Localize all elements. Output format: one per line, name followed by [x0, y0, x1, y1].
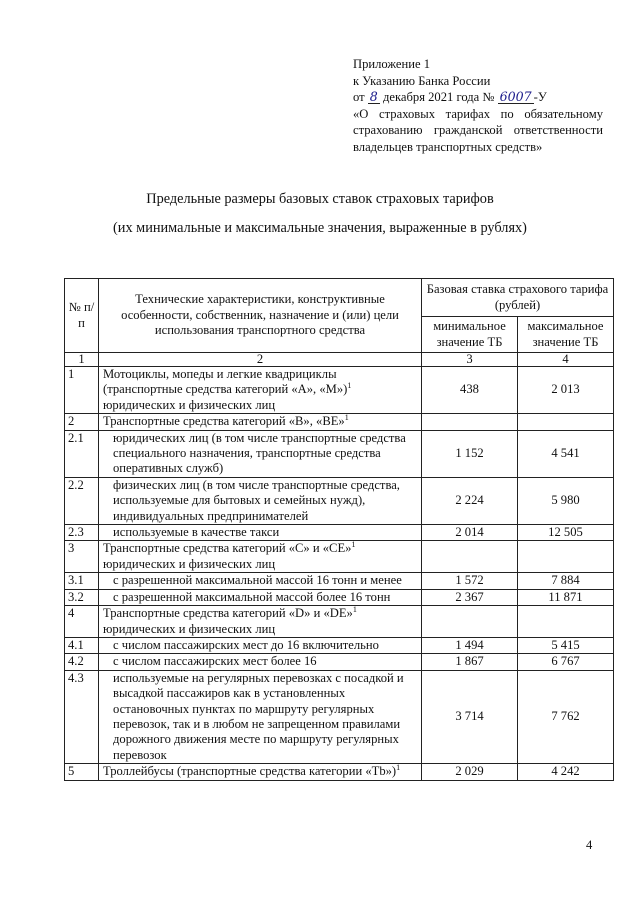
table-row — [65, 654, 614, 670]
header-num: № п/п — [65, 279, 99, 353]
row-description — [99, 670, 422, 763]
row-number: 2.2 — [65, 477, 99, 524]
row-max-value — [518, 414, 614, 430]
row-description-text: Транспортные средства категорий «C» и «CE» — [103, 541, 352, 556]
annex-line-2: к Указанию Банка России — [353, 73, 491, 88]
footnote-marker: 1 — [352, 604, 357, 614]
table-row — [65, 670, 614, 763]
row-min-value: 1 572 — [422, 573, 518, 589]
annex-line-5: страхованию гражданской ответственности — [353, 123, 603, 138]
document-subtitle: (их минимальные и максимальные значения, выраженные в рублях) — [113, 220, 527, 236]
row-description — [99, 654, 422, 670]
row-description-owner: юридических и физических лиц — [103, 621, 276, 636]
annex-date-day: 8 — [369, 89, 378, 105]
row-min-value — [422, 541, 518, 573]
row-max-value — [518, 606, 614, 638]
row-number: 4 — [65, 606, 99, 638]
row-number: 3.1 — [65, 573, 99, 589]
row-max-value: 5 980 — [518, 477, 614, 524]
row-description — [99, 414, 422, 430]
table-row — [65, 573, 614, 589]
row-number: 2.3 — [65, 525, 99, 541]
header-rate: Базовая ставка страхового тарифа (рублей) — [422, 279, 614, 317]
header-description: Технические характеристики, конструктивные особенности, собственник, назначение и (или) цели использования транспортного средства — [99, 279, 422, 353]
column-index: 3 — [422, 353, 518, 367]
annex-line-6: владельцев транспортных средств» — [353, 139, 543, 154]
row-description-text: физических лиц (в том числе транспортные средства, используемые для бытовых и семейных нужд), индивидуальных предпринимателей — [113, 477, 400, 523]
row-max-value: 2 013 — [518, 367, 614, 414]
row-description — [99, 573, 422, 589]
table-row — [65, 414, 614, 430]
row-description — [99, 541, 422, 573]
table-row — [65, 430, 614, 477]
row-description-text: Транспортные средства категорий «B», «BE» — [103, 414, 345, 429]
row-description — [99, 367, 422, 414]
row-min-value — [422, 414, 518, 430]
table-row — [65, 367, 614, 414]
annex-doc-suffix: -У — [533, 90, 547, 105]
header-max: максимальное значение ТБ — [518, 317, 614, 353]
row-description — [99, 637, 422, 653]
row-description — [99, 589, 422, 605]
row-description-owner: юридических и физических лиц — [103, 397, 276, 412]
row-max-value: 11 871 — [518, 589, 614, 605]
table-row — [65, 637, 614, 653]
row-max-value: 6 767 — [518, 654, 614, 670]
row-max-value: 7 762 — [518, 670, 614, 763]
row-description-text: с числом пассажирских мест до 16 включительно — [113, 637, 379, 652]
row-max-value — [518, 541, 614, 573]
row-number: 4.2 — [65, 654, 99, 670]
row-description-text: с разрешенной максимальной массой 16 тонн и менее — [113, 573, 402, 588]
annex-block — [353, 56, 603, 156]
table-row — [65, 606, 614, 638]
row-max-value: 4 541 — [518, 430, 614, 477]
row-min-value: 1 867 — [422, 654, 518, 670]
annex-date-prefix: от — [353, 90, 365, 105]
row-description-owner: юридических и физических лиц — [103, 556, 276, 571]
row-number: 3 — [65, 541, 99, 573]
column-index: 2 — [99, 353, 422, 367]
row-min-value: 2 367 — [422, 589, 518, 605]
row-description — [99, 764, 422, 780]
row-description-text: с числом пассажирских мест более 16 — [113, 654, 317, 669]
row-description-text: Мотоциклы, мопеды и легкие квадрициклы (транспортные средства категорий «A», «M») — [103, 367, 348, 397]
row-min-value: 3 714 — [422, 670, 518, 763]
row-max-value: 4 242 — [518, 764, 614, 780]
row-description-text: используемые на регулярных перевозках с посадкой и высадкой пассажиров как в установленных остановочных пунктах по маршруту регулярных перевозок, так и в любом не запрещенном правилами дорожного движения месте по маршруту регулярных перевозок — [113, 670, 404, 762]
row-description-text: юридических лиц (в том числе транспортные средства специального назначения, транспортные средства оперативных служб) — [113, 430, 406, 476]
row-description — [99, 525, 422, 541]
row-min-value: 2 014 — [422, 525, 518, 541]
table-row — [65, 541, 614, 573]
row-description-text: Троллейбусы (транспортные средства категории «Tb») — [103, 764, 397, 779]
row-description — [99, 430, 422, 477]
row-description-text: с разрешенной максимальной массой более 16 тонн — [113, 589, 391, 604]
table-row — [65, 477, 614, 524]
row-min-value — [422, 606, 518, 638]
row-description-text: Транспортные средства категорий «D» и «DE» — [103, 606, 353, 621]
column-index: 4 — [518, 353, 614, 367]
row-min-value: 1 494 — [422, 637, 518, 653]
page-number: 4 — [586, 838, 593, 852]
footnote-marker: 1 — [347, 381, 352, 391]
header-min: минимальное значение ТБ — [422, 317, 518, 353]
annex-date-rest: декабря 2021 года № — [382, 90, 495, 105]
row-min-value: 438 — [422, 367, 518, 414]
rates-table — [64, 278, 614, 781]
annex-line-1: Приложение 1 — [353, 57, 431, 71]
row-description — [99, 477, 422, 524]
annex-date-line — [353, 89, 603, 106]
table-row — [65, 764, 614, 780]
row-number: 1 — [65, 367, 99, 414]
row-number: 3.2 — [65, 589, 99, 605]
row-description — [99, 606, 422, 638]
annex-line-4: «О страховых тарифах по обязательному — [353, 106, 603, 121]
row-number: 2 — [65, 414, 99, 430]
annex-doc-number: 6007 — [499, 89, 532, 105]
document-title: Предельные размеры базовых ставок страховых тарифов — [146, 191, 494, 207]
row-number: 5 — [65, 764, 99, 780]
table-row — [65, 525, 614, 541]
footnote-marker: 1 — [344, 413, 349, 423]
row-max-value: 12 505 — [518, 525, 614, 541]
row-max-value: 5 415 — [518, 637, 614, 653]
column-index: 1 — [65, 353, 99, 367]
row-number: 4.3 — [65, 670, 99, 763]
footnote-marker: 1 — [351, 540, 356, 550]
row-description-text: используемые в качестве такси — [113, 525, 280, 540]
row-min-value: 2 029 — [422, 764, 518, 780]
row-number: 4.1 — [65, 637, 99, 653]
row-min-value: 2 224 — [422, 477, 518, 524]
row-min-value: 1 152 — [422, 430, 518, 477]
row-max-value: 7 884 — [518, 573, 614, 589]
row-number: 2.1 — [65, 430, 99, 477]
footnote-marker: 1 — [396, 762, 401, 772]
table-row — [65, 589, 614, 605]
